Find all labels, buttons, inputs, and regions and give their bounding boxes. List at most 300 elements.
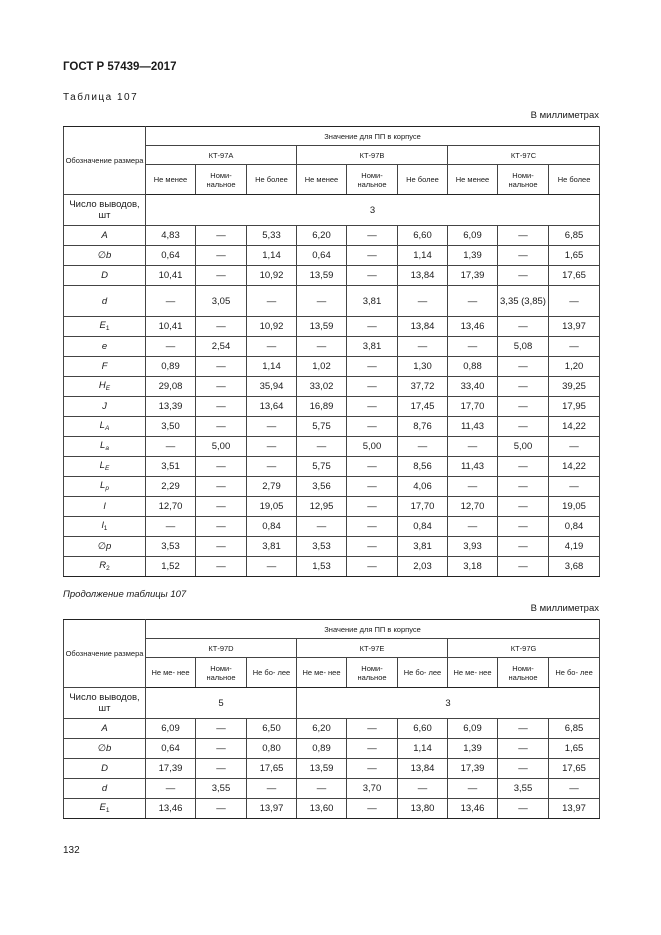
parameter-symbol	[64, 739, 146, 759]
value-cell: 6,09	[146, 719, 196, 739]
value-cell: 6,60	[398, 719, 448, 739]
value-cell: —	[347, 457, 398, 477]
value-cell: 5,00	[196, 437, 247, 457]
value-cell: 17,95	[549, 397, 600, 417]
sub-header-nominal: Номи- нальное	[196, 165, 247, 195]
case-header: КТ-97G	[448, 639, 600, 658]
parameter-letter: A	[101, 230, 108, 241]
value-cell: 17,70	[398, 497, 448, 517]
table-row	[64, 437, 600, 457]
parameter-symbol	[64, 517, 146, 537]
sub-header-min: Не ме- нее	[146, 658, 196, 688]
value-cell: 3,81	[347, 337, 398, 357]
value-cell: —	[498, 226, 549, 246]
value-cell: 39,25	[549, 377, 600, 397]
value-cell: —	[196, 517, 247, 537]
value-cell: 3,18	[448, 557, 498, 577]
value-cell: —	[498, 719, 549, 739]
parameter-symbol	[64, 377, 146, 397]
value-cell: —	[347, 759, 398, 779]
value-cell: —	[448, 437, 498, 457]
value-cell: —	[196, 226, 247, 246]
value-cell: —	[146, 337, 196, 357]
value-cell: —	[498, 457, 549, 477]
value-cell: 3,56	[297, 477, 347, 497]
parameter-letter: l	[101, 519, 104, 531]
value-cell: —	[347, 799, 398, 819]
parameter-letter: H	[98, 379, 106, 391]
parameter-symbol	[64, 437, 146, 457]
value-cell: —	[196, 497, 247, 517]
value-cell: —	[196, 477, 247, 497]
table-row	[64, 557, 600, 577]
value-cell: 3,51	[146, 457, 196, 477]
value-cell: 4,06	[398, 477, 448, 497]
value-cell: 1,65	[549, 246, 600, 266]
value-cell: 1,14	[247, 246, 297, 266]
value-cell: —	[549, 437, 600, 457]
parameter-symbol	[64, 397, 146, 417]
value-cell: —	[498, 417, 549, 437]
value-cell: —	[498, 799, 549, 819]
value-cell: —	[448, 286, 498, 317]
value-cell: —	[498, 739, 549, 759]
value-cell: 19,05	[549, 497, 600, 517]
sub-header-min: Не менее	[297, 165, 347, 195]
value-cell: 0,84	[247, 517, 297, 537]
value-cell: —	[347, 557, 398, 577]
sub-header-max: Не бо- лее	[398, 658, 448, 688]
value-cell: —	[347, 517, 398, 537]
value-cell: 1,20	[549, 357, 600, 377]
parameter-symbol	[64, 719, 146, 739]
value-cell: 0,64	[146, 739, 196, 759]
value-cell: —	[196, 719, 247, 739]
value-cell: 13,46	[146, 799, 196, 819]
value-cell: 13,59	[297, 317, 347, 337]
value-cell: —	[196, 457, 247, 477]
parameter-subscript: 1	[103, 524, 108, 532]
parameter-letter: d	[101, 295, 108, 307]
sub-header-nominal: Номи- нальное	[196, 658, 247, 688]
value-cell: —	[498, 557, 549, 577]
value-cell: —	[347, 397, 398, 417]
value-cell: —	[247, 437, 297, 457]
parameter-symbol	[64, 457, 146, 477]
value-cell: 17,65	[549, 759, 600, 779]
value-cell: 2,03	[398, 557, 448, 577]
value-cell: 2,29	[146, 477, 196, 497]
case-header: КТ-97Е	[297, 639, 448, 658]
value-cell: 37,72	[398, 377, 448, 397]
table-row	[64, 537, 600, 557]
value-cell: —	[448, 779, 498, 799]
value-cell: —	[448, 517, 498, 537]
value-cell: —	[247, 457, 297, 477]
value-cell: 3,55	[498, 779, 549, 799]
value-cell: —	[498, 497, 549, 517]
value-cell: —	[398, 779, 448, 799]
value-cell: —	[448, 477, 498, 497]
table-row	[64, 779, 600, 799]
value-cell: 3,55	[196, 779, 247, 799]
parameter-letter: D	[101, 763, 108, 774]
size-designation-header: Обозначение размера	[64, 127, 146, 195]
pin-count-value: 3	[297, 688, 600, 719]
value-cell: 8,76	[398, 417, 448, 437]
dimensions-table-107	[63, 126, 600, 577]
value-cell: 5,00	[498, 437, 549, 457]
value-cell: 0,64	[146, 246, 196, 266]
value-cell: 1,39	[448, 246, 498, 266]
value-cell: —	[196, 317, 247, 337]
value-cell: 17,39	[448, 759, 498, 779]
value-cell: —	[347, 417, 398, 437]
page-number: 132	[63, 845, 80, 856]
sub-header-max: Не более	[549, 165, 600, 195]
value-cell: —	[247, 779, 297, 799]
value-cell: 10,92	[247, 266, 297, 286]
pin-count-label: Число выводов, шт	[64, 195, 146, 226]
value-cell: —	[196, 266, 247, 286]
value-cell: 13,59	[297, 759, 347, 779]
value-cell: —	[347, 357, 398, 377]
value-cell: —	[297, 779, 347, 799]
pin-count-label: Число выводов, шт	[64, 688, 146, 719]
table-row	[64, 377, 600, 397]
value-cell: 17,65	[549, 266, 600, 286]
value-cell: 0,80	[247, 739, 297, 759]
value-cell: —	[146, 286, 196, 317]
value-cell: 5,33	[247, 226, 297, 246]
value-cell: —	[297, 517, 347, 537]
value-cell: —	[347, 377, 398, 397]
table-caption: Таблица 107	[63, 92, 139, 103]
value-cell: —	[498, 759, 549, 779]
value-cell: 3,53	[146, 537, 196, 557]
value-cell: 12,70	[146, 497, 196, 517]
value-cell: —	[146, 779, 196, 799]
parameter-letter: e	[101, 341, 108, 352]
value-cell: —	[498, 357, 549, 377]
value-cell: 17,70	[448, 397, 498, 417]
value-cell: 17,45	[398, 397, 448, 417]
parameter-letter: ∅b	[97, 743, 112, 754]
value-cell: 13,64	[247, 397, 297, 417]
value-cell: 13,97	[549, 799, 600, 819]
parameter-symbol	[64, 317, 146, 337]
table-row	[64, 799, 600, 819]
parameter-symbol	[64, 286, 146, 317]
value-cell: —	[347, 719, 398, 739]
value-cell: 6,20	[297, 719, 347, 739]
value-cell: 17,65	[247, 759, 297, 779]
value-cell: —	[247, 286, 297, 317]
value-cell: 2,54	[196, 337, 247, 357]
parameter-symbol	[64, 246, 146, 266]
value-cell: —	[347, 739, 398, 759]
value-cell: —	[498, 377, 549, 397]
table-row	[64, 317, 600, 337]
value-cell: —	[297, 286, 347, 317]
parameter-subscript: E	[104, 464, 110, 472]
parameter-letter: R	[99, 559, 107, 571]
parameter-symbol	[64, 799, 146, 819]
value-cell: 0,84	[549, 517, 600, 537]
value-cell: 6,20	[297, 226, 347, 246]
value-cell: —	[196, 246, 247, 266]
parameter-subscript: a	[105, 444, 109, 452]
value-cell: 2,79	[247, 477, 297, 497]
parameter-subscript: 1	[105, 806, 110, 814]
value-cell: 11,43	[448, 457, 498, 477]
value-cell: 3,35 (3,85)	[498, 286, 549, 317]
value-cell: 3,05	[196, 286, 247, 317]
value-cell: 5,75	[297, 457, 347, 477]
value-cell: —	[347, 266, 398, 286]
case-header: КТ-97А	[146, 146, 297, 165]
value-cell: 10,92	[247, 317, 297, 337]
parameter-symbol	[64, 417, 146, 437]
parameter-letter: l	[103, 501, 106, 512]
value-cell: 1,14	[398, 246, 448, 266]
value-cell: 19,05	[247, 497, 297, 517]
value-cell: —	[498, 537, 549, 557]
parameter-letter: L	[100, 479, 106, 491]
value-cell: 5,75	[297, 417, 347, 437]
value-cell: 4,83	[146, 226, 196, 246]
value-cell: —	[247, 417, 297, 437]
value-cell: 6,85	[549, 226, 600, 246]
value-cell: —	[498, 266, 549, 286]
units-label: В миллиметрах	[530, 110, 599, 121]
parameter-symbol	[64, 759, 146, 779]
parameter-symbol	[64, 537, 146, 557]
value-cell: 13,46	[448, 317, 498, 337]
parameter-letter: D	[101, 270, 108, 281]
parameter-symbol	[64, 357, 146, 377]
value-cell: —	[549, 779, 600, 799]
table-row	[64, 477, 600, 497]
value-cell: —	[196, 397, 247, 417]
value-cell: 16,89	[297, 397, 347, 417]
value-cell: —	[498, 246, 549, 266]
value-cell: 3,70	[347, 779, 398, 799]
sub-header-max: Не бо- лее	[549, 658, 600, 688]
value-cell: 6,85	[549, 719, 600, 739]
value-cell: 5,08	[498, 337, 549, 357]
value-cell: —	[549, 477, 600, 497]
value-cell: 3,68	[549, 557, 600, 577]
value-cell: —	[247, 337, 297, 357]
value-cell: 13,46	[448, 799, 498, 819]
value-cell: —	[398, 286, 448, 317]
parameter-letter: L	[100, 439, 106, 451]
sub-header-min: Не менее	[448, 165, 498, 195]
value-cell: —	[196, 759, 247, 779]
value-cell: —	[146, 517, 196, 537]
value-cell: 6,60	[398, 226, 448, 246]
value-cell: 13,97	[549, 317, 600, 337]
value-cell: 3,81	[247, 537, 297, 557]
table-row	[64, 497, 600, 517]
parameter-letter: ∅b	[97, 250, 112, 261]
value-cell: —	[498, 517, 549, 537]
value-cell: 35,94	[247, 377, 297, 397]
value-cell: 3,81	[347, 286, 398, 317]
value-cell: 33,02	[297, 377, 347, 397]
value-cell: 17,39	[448, 266, 498, 286]
value-cell: 13,60	[297, 799, 347, 819]
parameter-letter: L	[99, 459, 105, 471]
value-cell: 10,41	[146, 317, 196, 337]
value-cell: 5,00	[347, 437, 398, 457]
pin-count-value: 3	[146, 195, 600, 226]
parameter-symbol	[64, 226, 146, 246]
parameter-symbol	[64, 779, 146, 799]
parameter-symbol	[64, 497, 146, 517]
value-cell: 0,88	[448, 357, 498, 377]
value-cell: —	[498, 317, 549, 337]
table-row	[64, 226, 600, 246]
parameter-letter: F	[101, 361, 108, 372]
parameter-subscript: E	[105, 384, 111, 392]
value-cell: 1,53	[297, 557, 347, 577]
value-cell: —	[297, 337, 347, 357]
value-cell: —	[448, 337, 498, 357]
value-cell: —	[196, 557, 247, 577]
value-cell: 11,43	[448, 417, 498, 437]
table-row	[64, 337, 600, 357]
sub-header-nominal: Номи- нальное	[347, 165, 398, 195]
sub-header-min: Не ме- нее	[448, 658, 498, 688]
sub-header-nominal: Номи- нальное	[498, 658, 549, 688]
parameter-symbol	[64, 266, 146, 286]
value-cell: 3,50	[146, 417, 196, 437]
pin-count-value: 5	[146, 688, 297, 719]
value-cell: 10,41	[146, 266, 196, 286]
value-cell: —	[347, 246, 398, 266]
value-cell: 14,22	[549, 417, 600, 437]
size-designation-header: Обозначение размера	[64, 620, 146, 688]
value-cell: 13,84	[398, 317, 448, 337]
value-cell: —	[347, 226, 398, 246]
sub-header-min: Не ме- нее	[297, 658, 347, 688]
value-cell: —	[196, 357, 247, 377]
parameter-subscript: A	[104, 424, 110, 432]
value-cell: —	[347, 477, 398, 497]
value-cell: 1,52	[146, 557, 196, 577]
parameter-letter: d	[101, 783, 108, 794]
value-cell: 1,65	[549, 739, 600, 759]
sub-header-nominal: Номи- нальное	[347, 658, 398, 688]
value-cell: 17,39	[146, 759, 196, 779]
value-cell: 13,80	[398, 799, 448, 819]
parameter-symbol	[64, 477, 146, 497]
case-header: КТ-97С	[448, 146, 600, 165]
value-cell: —	[196, 537, 247, 557]
parameter-subscript: 1	[105, 324, 110, 332]
table-row	[64, 759, 600, 779]
value-cell: 12,70	[448, 497, 498, 517]
document-code: ГОСТ Р 57439—2017	[63, 61, 177, 73]
value-cell: 13,84	[398, 266, 448, 286]
table-row	[64, 286, 600, 317]
value-cell: —	[347, 497, 398, 517]
parameter-letter: ∅p	[97, 541, 112, 552]
value-cell: 13,84	[398, 759, 448, 779]
sub-header-max: Не более	[398, 165, 448, 195]
sub-header-max: Не более	[247, 165, 297, 195]
table-row	[64, 457, 600, 477]
parameter-symbol	[64, 337, 146, 357]
value-cell: 3,93	[448, 537, 498, 557]
value-cell: —	[498, 397, 549, 417]
value-cell: —	[146, 437, 196, 457]
value-cell: 8,56	[398, 457, 448, 477]
table-row	[64, 517, 600, 537]
value-cell: 3,53	[297, 537, 347, 557]
value-cell: 1,14	[247, 357, 297, 377]
value-cell: —	[549, 286, 600, 317]
value-cell: —	[196, 377, 247, 397]
table-row	[64, 417, 600, 437]
value-cell: 6,09	[448, 719, 498, 739]
sub-header-max: Не бо- лее	[247, 658, 297, 688]
value-cell: 0,84	[398, 517, 448, 537]
value-cell: —	[297, 437, 347, 457]
case-header: КТ-97В	[297, 146, 448, 165]
value-cell: 29,08	[146, 377, 196, 397]
sub-header-min: Не менее	[146, 165, 196, 195]
parameter-letter: L	[99, 419, 105, 431]
value-cell: 1,02	[297, 357, 347, 377]
value-cell: —	[398, 337, 448, 357]
value-cell: 1,39	[448, 739, 498, 759]
value-cell: 12,95	[297, 497, 347, 517]
parameter-symbol	[64, 557, 146, 577]
value-cell: —	[347, 537, 398, 557]
parameter-letter: E	[99, 319, 106, 331]
value-cell: 1,30	[398, 357, 448, 377]
value-cell: —	[398, 437, 448, 457]
value-cell: 0,89	[297, 739, 347, 759]
table-row	[64, 739, 600, 759]
group-header: Значение для ПП в корпусе	[146, 127, 600, 146]
value-cell: 13,97	[247, 799, 297, 819]
case-header: КТ-97D	[146, 639, 297, 658]
value-cell: —	[347, 317, 398, 337]
group-header: Значение для ПП в корпусе	[146, 620, 600, 639]
table-row	[64, 719, 600, 739]
parameter-subscript: p	[105, 484, 109, 492]
table-row	[64, 266, 600, 286]
value-cell: 13,39	[146, 397, 196, 417]
value-cell: —	[196, 417, 247, 437]
table-row	[64, 246, 600, 266]
value-cell: 6,09	[448, 226, 498, 246]
sub-header-nominal: Номи- нальное	[498, 165, 549, 195]
value-cell: —	[498, 477, 549, 497]
value-cell: 13,59	[297, 266, 347, 286]
value-cell: 14,22	[549, 457, 600, 477]
table-row	[64, 397, 600, 417]
value-cell: 1,14	[398, 739, 448, 759]
value-cell: 0,89	[146, 357, 196, 377]
parameter-letter: J	[102, 401, 107, 412]
table-row	[64, 357, 600, 377]
value-cell: —	[549, 337, 600, 357]
